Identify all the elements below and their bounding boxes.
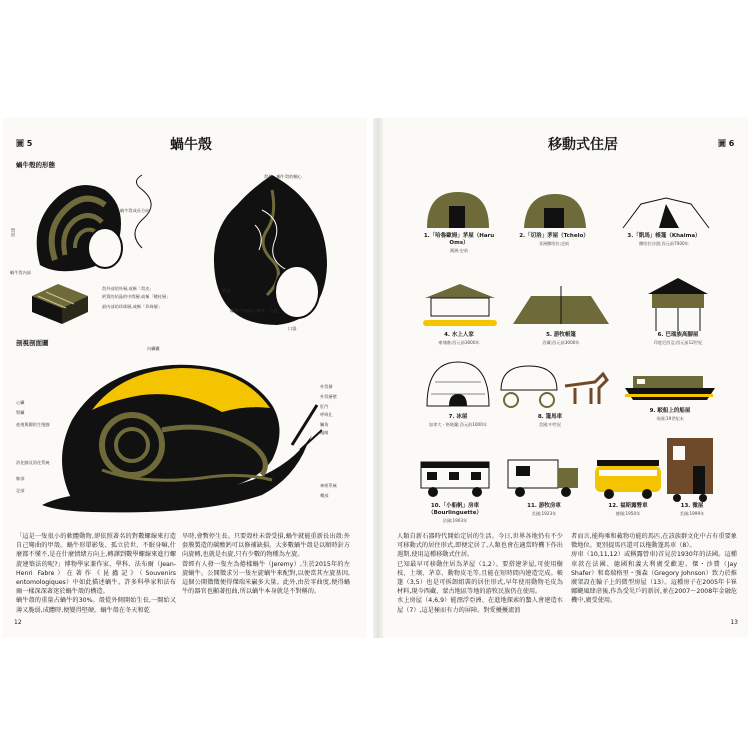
body-text-col2-right: 者而言,能夠乘和載物功能的馬匹,在該族群文化中占有重要象徵地位。更別提馬匹還可以拖動篷馬車（8）。 房車（10,11,12）或稱露營車)首見於1930年的法國。這種車款在法國、德國和義大利廣受歡迎。傑・沙費（Jay Shafer）和葛瑞格里・強森（Gregory Johnson）致力於推廣架設在輪子上的微型房屋（13）。這種房子在2005年卡崔娜颶風肆虐後,作為受災戶的新居,並在2007～2008年金融危機中,廣受使用。 bbox=[571, 533, 737, 605]
page-number: 12 bbox=[14, 619, 22, 626]
spiral-direction-label: 螺旋方向向右:稱為「右旋」 bbox=[230, 308, 282, 313]
caption-9: 9. 駁船上的船屋 英國;19世紀末 bbox=[649, 408, 691, 421]
columella-label: 殼柱・蝸牛殼的軸心 bbox=[264, 174, 302, 179]
shell-layers-illustration bbox=[28, 278, 92, 328]
layer2-label: 鈣質的結晶的中間層,或稱「稜柱層」 bbox=[102, 294, 171, 299]
body-text-col1: 「這是一隻很小的軟體動物,卻依照著名的對數螺線來打造自己彎曲的甲殼。蝸牛形單影隻、孤立於世、不眠身嘛,什麼都不懂不,是在什麼情緒方向上,轉譯到數學螺線來進行螺旋建築法的呢?」博物學家兼作家、學科、法布爾（Jean-Henri Fabre）在著作《昆蟲記》（Souvenirs entomologiques）中如此描述蝸牛。許多科學家和法布爾一樣深深著迷於蝸牛殼的構造。 蝸牛殼的重量占蝸牛的30%。殼從外側開始生長,一開始又薄又脆弱,成體時,便變得堅硬。蝸牛殼在冬天和乾 bbox=[16, 533, 176, 614]
body-text-col1-right: 人類自新石器時代開始定居的生活。今日,世界各地仍有不少可移動式的居住形式,即便定居了,人類也會在適當時機下作出週期,使用這種移動式住居。 已知最早可移動住居為茅屋（1,2）。要搭建茅屋,可使用樹枝、土壤、茅草、動物皮毛等,且能在短時間內建造完成。帳篷（3,5）也是可拆卸組裝的居住形式,早年使用動物毛皮為材料,現今西藏、蒙古地區等地的游牧民族仍在使用。 水上房屋（4,6,9）能漂浮亞洲、在進地探索的蟄人會建造水屋（7）,這是極而有力的屏障。對愛擾擾流浪 bbox=[397, 533, 563, 614]
page-title-right: 移動式住居 bbox=[548, 137, 618, 153]
growth-arrow-icon bbox=[122, 173, 162, 253]
lung-label: 肺部 bbox=[16, 476, 25, 481]
page-title: 蝸牛殼 bbox=[170, 137, 212, 153]
caption-5: 5. 游牧帳篷 西藏;西元前3000年 bbox=[542, 332, 580, 345]
left-page bbox=[2, 118, 367, 638]
digestive-label: 消化腺及消化系統 bbox=[16, 460, 50, 465]
motorhome-truck-icon bbox=[506, 458, 582, 498]
kidney-label: 腎臟 bbox=[16, 410, 25, 415]
stilt-house-icon bbox=[421, 280, 499, 330]
nomad-tent-icon bbox=[511, 286, 611, 326]
foot-label: 足部 bbox=[16, 488, 25, 493]
tchelo-hut-icon bbox=[520, 190, 590, 230]
caption-6: 6. 巴瑞族高腳屋 印度尼西亞;西元前12世紀 bbox=[653, 332, 703, 345]
shell-exterior-illustration bbox=[20, 170, 130, 290]
caption-13: 13. 微屋 美國;1999年 bbox=[679, 503, 705, 516]
figure-number-right: 圖 6 bbox=[718, 139, 735, 148]
body-text-col2: 旱時,會暫停生長。只要殼柱未曾受損,蝸牛就能重新長出殼:外套膜製造的碳酸鈣可以修補缺損。大多數蝸牛殼是以順時針方向旋轉,也就是右旋,只有少數的物種為左旋。 曾經有人發一隻左為捲樣蝸牛（Jeremy）,生於2015年的左旋蝸牛。公開徵求另一隻左旋蝸牛來配對,以便當其左旋基因,這個公開徵徵便得傑瑞米贏多大量。此外,由於零曲度,便得蝸牛的器官也顯著扭曲,所以蝸牛本身就是不對稱的。 bbox=[182, 533, 350, 596]
mouth-label: 嘴部 bbox=[320, 493, 329, 498]
visceral-mass-label: 內臟囊 bbox=[147, 346, 160, 351]
shell-cutaway-illustration bbox=[207, 170, 337, 330]
growth-direction-label: 蝸牛殼成長方向 bbox=[120, 208, 150, 213]
apex-label: 殼頂 bbox=[11, 228, 16, 237]
vw-camper-van-icon bbox=[593, 458, 663, 500]
section-heading-2: 剖視剖面圖 bbox=[16, 339, 49, 347]
layer1-label: 殼外部的外層,或稱「殼皮」 bbox=[102, 286, 154, 291]
snail-cross-section-illustration bbox=[32, 350, 322, 515]
shell-wall-label: 外殼層壁 bbox=[320, 394, 337, 399]
caption-4: 4. 水上人家 柬埔寨;西元前3000年 bbox=[438, 332, 480, 345]
caption-3: 3.「凱馬」帳篷（Khaima） 撒哈拉沙漠;西元前7000年 bbox=[627, 233, 701, 246]
covered-wagon-icon bbox=[495, 360, 615, 410]
eye-label: 眼睛 bbox=[320, 430, 329, 435]
houseboat-barge-icon bbox=[623, 370, 718, 404]
khaima-tent-icon bbox=[621, 190, 711, 230]
igloo-icon bbox=[423, 358, 493, 408]
umbilicus-label: 臍部 bbox=[222, 288, 231, 293]
caption-12: 12. 福斯露營車 德國;1950年 bbox=[608, 503, 648, 516]
nerve-label: 神經系統 bbox=[320, 483, 337, 488]
aperture-label: 口器 bbox=[288, 326, 297, 331]
layer3-label: 最內部的珍珠層,或稱「珍珠層」 bbox=[102, 304, 162, 309]
heart-label: 心臟 bbox=[16, 400, 25, 405]
anus-label: 肛門 bbox=[320, 404, 329, 409]
tentacle-label: 觸角 bbox=[320, 422, 329, 427]
bourlinguette-caravan-icon bbox=[419, 458, 491, 498]
tiny-house-icon bbox=[665, 436, 715, 502]
caption-1: 1.「哈魯歐姆」茅屋（Haru Oms） 澳洲;史前 bbox=[423, 233, 495, 253]
caption-8: 8. 篷馬車 美國;中世紀 bbox=[537, 414, 563, 427]
bajau-stilt-house-icon bbox=[638, 276, 718, 331]
section-heading: 蝸牛殼的形態 bbox=[16, 161, 55, 169]
caption-11: 11. 游牧房車 美國;1923年 bbox=[527, 503, 561, 516]
reproductive-label: 產殖與腸的生殖腺 bbox=[16, 422, 50, 427]
caption-7: 7. 冰屋 加拿大・格陵蘭;西元前1000年 bbox=[428, 414, 488, 427]
right-page bbox=[383, 118, 748, 638]
shell-outer-label: 外殼層 bbox=[320, 384, 333, 389]
page-number-right: 13 bbox=[730, 619, 738, 626]
breathing-pore-label: 呼吸孔 bbox=[320, 412, 333, 417]
shell-interior-label: 蝸牛殼內部 bbox=[10, 270, 31, 275]
caption-10: 10.「小船帆」房車（Bourlinguette） 法國;1903年 bbox=[428, 503, 482, 523]
figure-number: 圖 5 bbox=[16, 139, 33, 148]
caption-2: 2.「切洛」茅屋（Tchelo） 非洲撒哈拉;史前 bbox=[519, 233, 589, 246]
haru-oms-hut-icon bbox=[423, 190, 493, 230]
book-gutter bbox=[373, 118, 383, 638]
